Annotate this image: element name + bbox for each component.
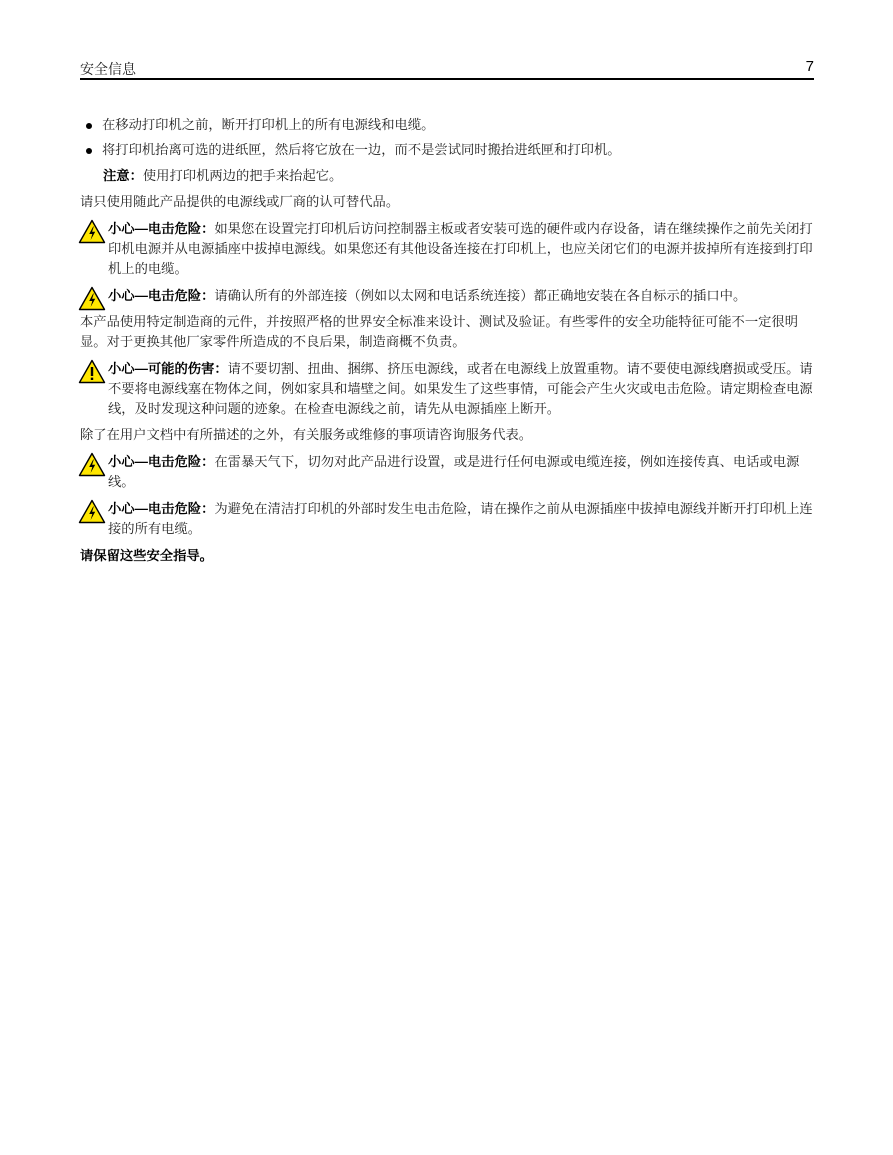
caution-block [80, 286, 814, 307]
bullet-icon [86, 123, 92, 129]
list-item [80, 116, 814, 136]
caution-block [80, 219, 814, 280]
section-title: 安全信息 [80, 61, 136, 77]
paragraph: 请只使用随此产品提供的电源线或厂商的认可替代品。 [80, 195, 400, 210]
list-item [80, 141, 814, 161]
paragraph: 本产品使用特定制造商的元件，并按照严格的世界安全标准来设计、测试及验证。有些零件的安全功能特征可能不一定很明显。对于更换其他厂家零件所造成的不良后果，制造商概不负责。 [80, 315, 799, 350]
caution-label: 小心—电击危险： [108, 221, 215, 236]
electric-shock-warning-icon [78, 452, 106, 477]
electric-shock-warning-icon [78, 219, 106, 244]
caution-block [80, 452, 814, 493]
caution-label: 小心—电击危险： [108, 454, 215, 469]
caution-label: 小心—电击危险： [108, 501, 215, 516]
note-label: 注意： [103, 168, 143, 183]
final-note: 请保留这些安全指导。 [80, 548, 213, 563]
bullet-list [80, 116, 814, 161]
note [80, 166, 814, 187]
caution-block [80, 499, 814, 540]
page-header [80, 56, 814, 80]
caution-text: 在雷暴天气下，切勿对此产品进行设置，或是进行任何电源或电缆连接，例如连接传真、电话或电源线。 [108, 455, 800, 490]
caution-label: 小心—电击危险： [108, 288, 215, 303]
page-number: 7 [805, 58, 814, 75]
caution-text: 如果您在设置完打印机后访问控制器主板或者安装可选的硬件或内存设备，请在继续操作之前先关闭打印机电源并从电源插座中拔掉电源线。如果您还有其他设备连接在打印机上，也应关闭它们的电源并拔掉所有连接到打印机上的电缆。 [108, 222, 813, 277]
electric-shock-warning-icon [78, 499, 106, 524]
caution-block [80, 359, 814, 420]
caution-text: 请不要切割、扭曲、捆绑、挤压电源线，或者在电源线上放置重物。请不要使电源线磨损或受压。请不要将电源线塞在物体之间，例如家具和墙壁之间。如果发生了这些事情，可能会产生火灾或电击危险。请定期检查电源线，及时发现这种问题的迹象。在检查电源线之前，请先从电源插座上断开。 [108, 362, 813, 417]
bullet-icon [86, 148, 92, 154]
caution-label: 小心—可能的伤害： [108, 361, 228, 376]
note-text: 使用打印机两边的把手来抬起它。 [142, 169, 343, 184]
caution-exclamation-icon [78, 359, 106, 384]
electric-shock-warning-icon [78, 286, 106, 311]
page-content [80, 116, 814, 566]
caution-text: 为避免在清洁打印机的外部时发生电击危险，请在操作之前从电源插座中拔掉电源线并断开打印机上连接的所有电缆。 [108, 502, 813, 537]
caution-text: 请确认所有的外部连接（例如以太网和电话系统连接）都正确地安装在各自标示的插口中。 [214, 289, 747, 304]
list-item-text: 将打印机抬离可选的进纸匣，然后将它放在一边，而不是尝试同时搬抬进纸匣和打印机。 [102, 143, 621, 158]
list-item-text: 在移动打印机之前，断开打印机上的所有电源线和电缆。 [102, 118, 435, 133]
paragraph: 除了在用户文档中有所描述的之外，有关服务或维修的事项请咨询服务代表。 [80, 428, 533, 443]
